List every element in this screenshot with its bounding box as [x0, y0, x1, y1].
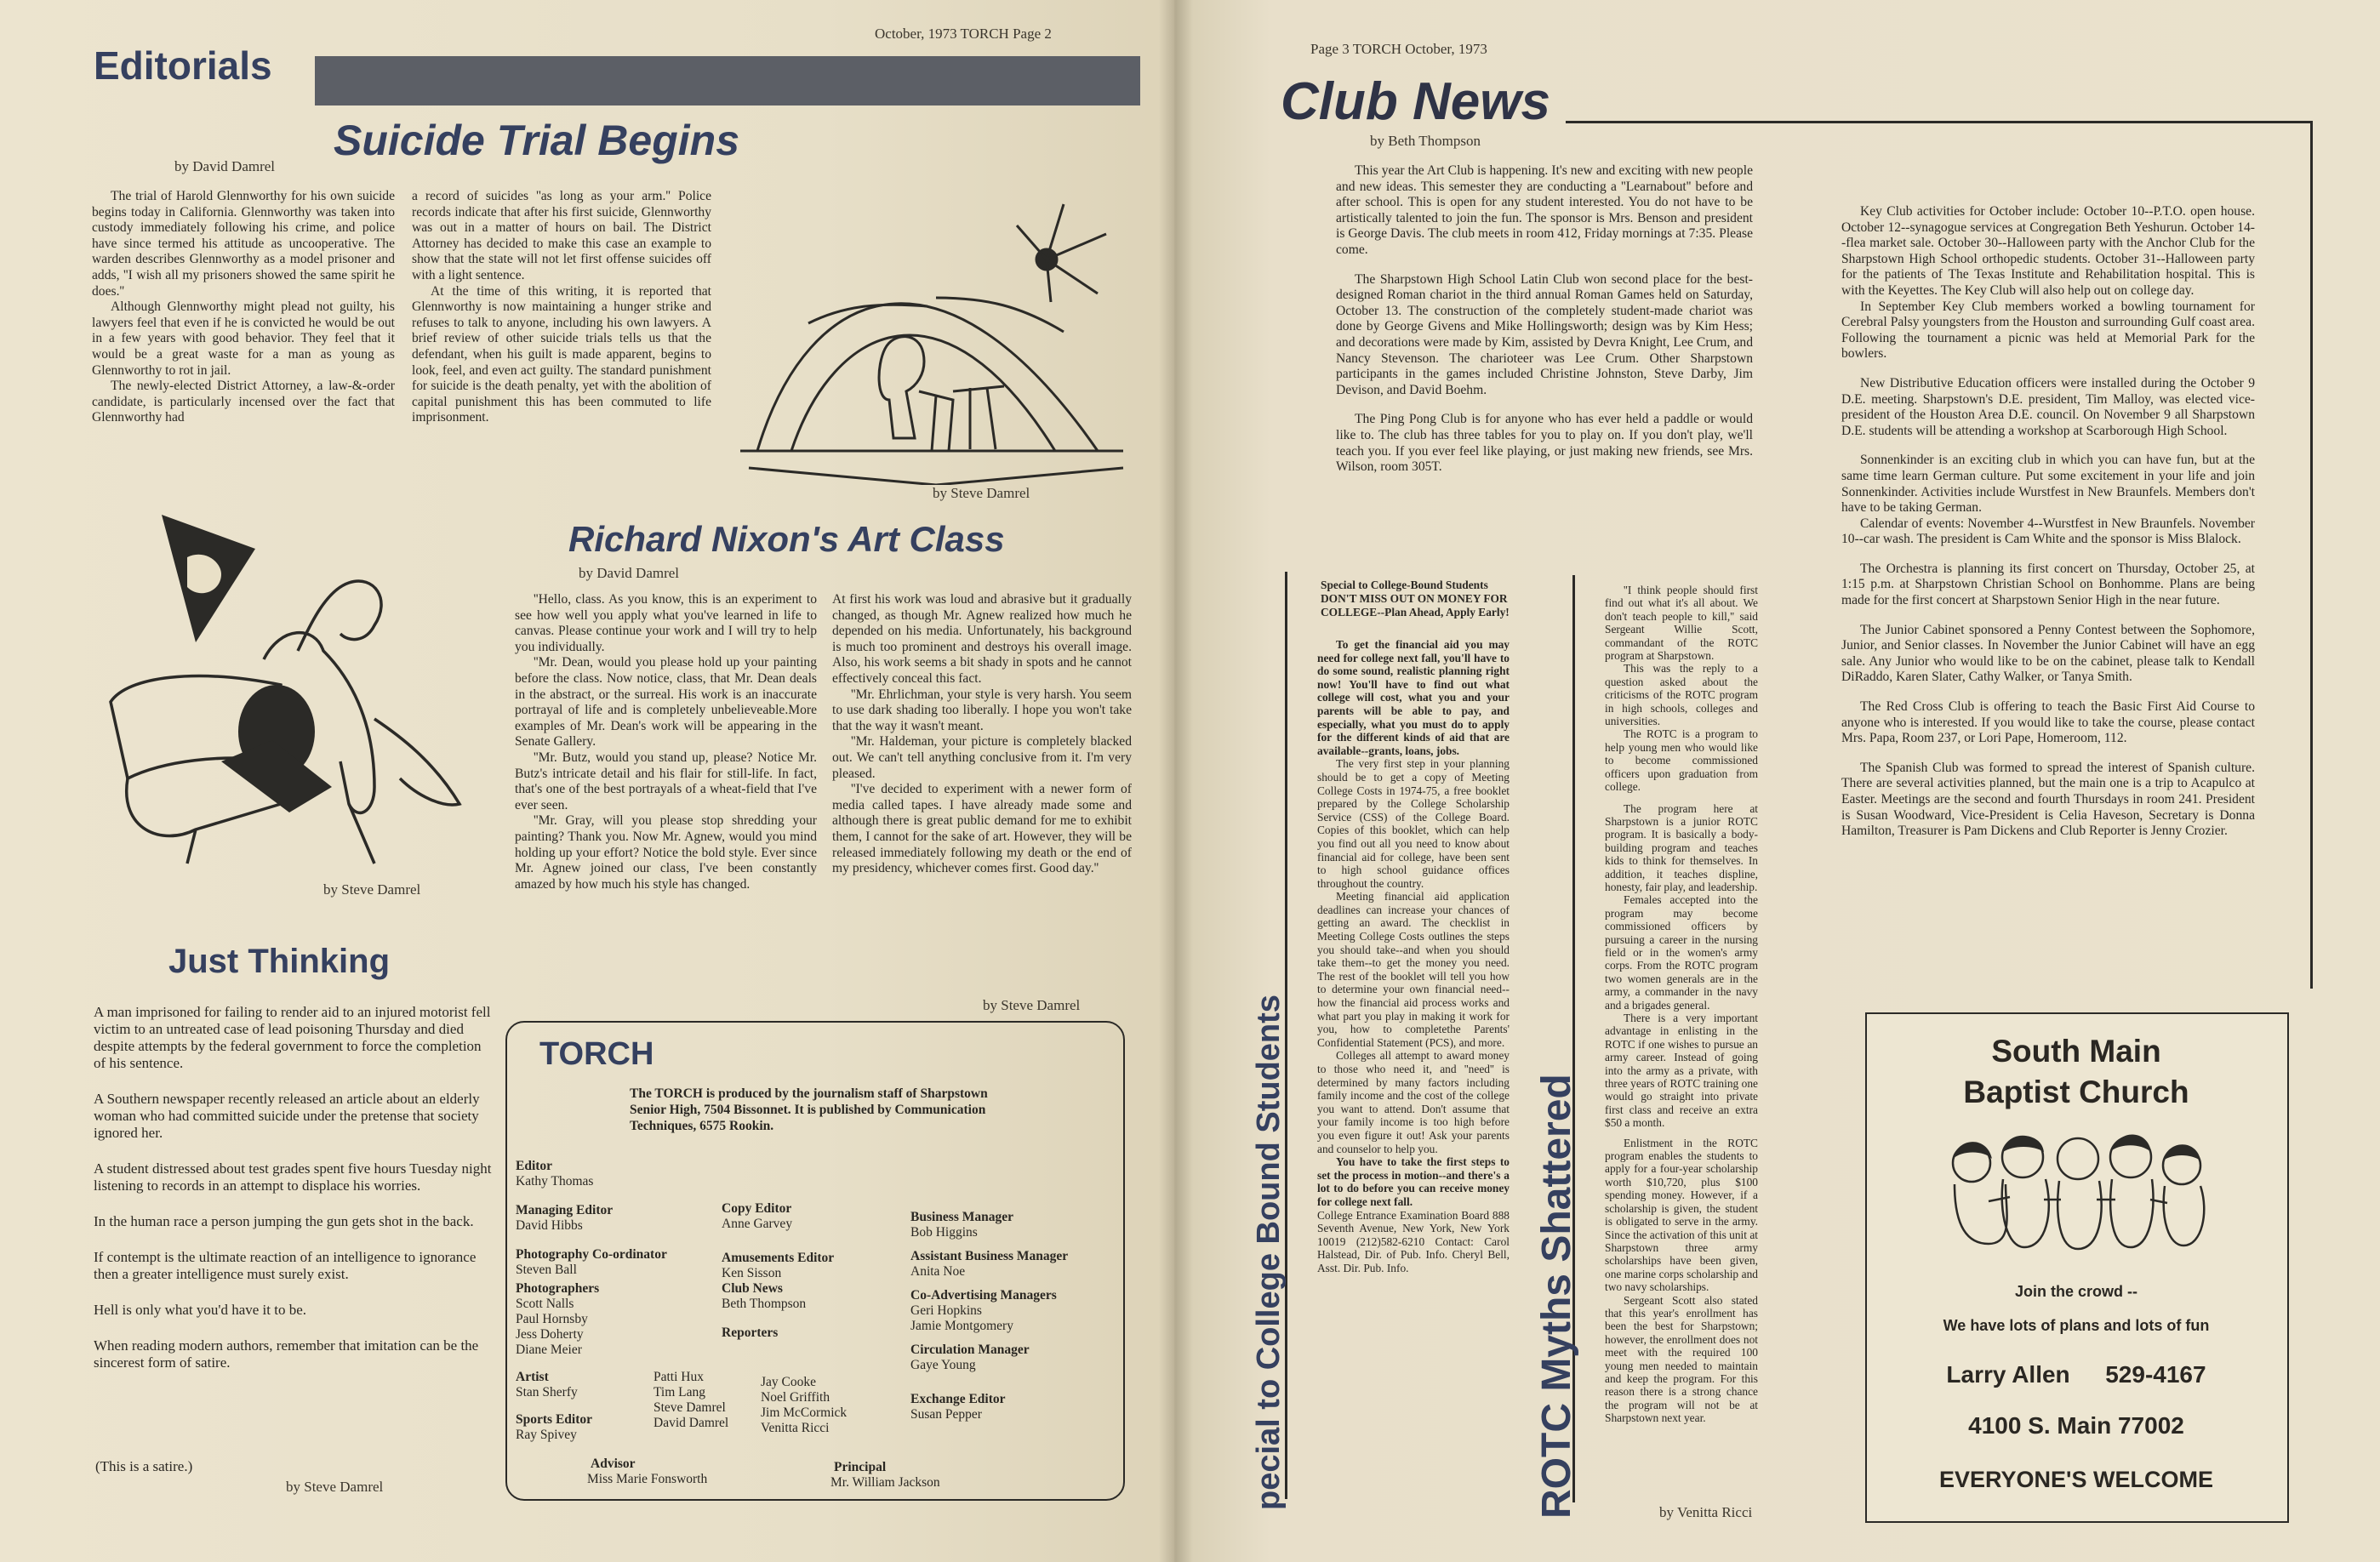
staff-role: Business Manager: [910, 1210, 1013, 1224]
paragraph: Key Club activities for October include: October 10--P.T.O. open house. October 12--synagogue services at Congregation Beth Yeshurun. October 14--flea market sale. October 30--Halloween party with the Anchor Club for the Sharpstown High School orthopedic students. October 31--Halloween party for the patients of The Texas Institute and Rehabilitation hospital. This is with the Keyettes. The Key Club will also help out on college day.: [1841, 204, 2255, 298]
suicide-column-2: [412, 189, 711, 426]
frame-rule-right: [2310, 121, 2313, 989]
staff-column-3: [910, 1210, 1115, 1422]
paragraph: The Red Cross Club is offering to teach the Basic First Aid Course to anyone who is interested. If you would like to take the course, please contact Mrs. Papa, Room 237, or Lori Pape, Homeroom, 112.: [1841, 699, 2255, 746]
paragraph: The trial of Harold Glennworthy for his own suicide begins today in California. Glennworthy was taken into custody immediately following his crime, and police have since termed his attitude as uncooperative. The warden describes Glennworthy as a model prisoner and adds, ''I wish all my prisoners showed the same spirit he does.'': [92, 189, 395, 299]
church-contact: [1865, 1361, 2287, 1388]
staff-role: Principal: [834, 1460, 887, 1474]
staff-role: Exchange Editor: [910, 1392, 1006, 1406]
page-fold: [1159, 0, 1193, 1562]
staff-role: Assistant Business Manager: [910, 1249, 1069, 1263]
paragraph: ''Mr. Ehrlichman, your style is very harsh. You seem to use dark shading too liberally. I hope you won't take that the way it wasn't meant.: [832, 687, 1132, 733]
staff-name: Jamie Montgomery: [910, 1319, 1013, 1333]
church-name-line-2: Baptist Church: [1963, 1075, 2189, 1109]
staff-name: Venitta Ricci: [761, 1421, 830, 1435]
staff-name: Susan Pepper: [910, 1407, 982, 1422]
suicide-column-1: [92, 189, 395, 426]
paragraph: ''Hello, class. As you know, this is an experiment to see how well you apply what you've learned in life to canvas. Please continue your work and I will try to help you individually.: [515, 592, 817, 654]
byline-nixon: by David Damrel: [579, 565, 680, 581]
paragraph: The newly-elected District Attorney, a law-&-order candidate, is particularly incensed over the fact that Glennworthy had: [92, 379, 395, 425]
paragraph: When reading modern authors, remember that imitation can be the sincerest form of satire.: [94, 1337, 479, 1371]
staff-role: Artist: [516, 1370, 549, 1384]
staff-role: Photography Co-ordinator: [516, 1247, 667, 1262]
headline-nixon-art-class: Richard Nixon's Art Class: [568, 519, 1005, 559]
left-folio: October, 1973 TORCH Page 2: [875, 26, 1052, 42]
staff-name: Anne Garvey: [722, 1217, 793, 1231]
staff-role: Sports Editor: [516, 1412, 592, 1427]
byline-rotc: by Venitta Ricci: [1659, 1504, 1753, 1520]
paragraph: Although Glennworthy might plead not guilty, his lawyers feel that even if he is convicted he would be out in a few years with good behavior. They feel that it would be a great waste for a man as young as Glennworthy to rot in jail.: [92, 299, 395, 378]
nixon-column-1: [515, 592, 817, 892]
suicide-illustration: [732, 196, 1132, 485]
staff-name: Kathy Thomas: [516, 1174, 594, 1189]
staff-name: Steve Damrel: [654, 1400, 726, 1415]
paragraph: a record of suicides ''as long as your arm.'' Police records indicate that after his first suicide, Glennworthy was out in a matter of hours on bail. The District Attorney has decided to make this case an example to show that the state will not let first offense suicides off with a light sentence.: [412, 189, 711, 282]
staff-name: Jim McCormick: [761, 1405, 848, 1420]
vertical-title-college: pecial to College Bound Students: [1251, 995, 1287, 1510]
paragraph: Colleges all attempt to award money to those who need it, and ''need'' is determined by many factors including family income and the cost of the college you want to attend. Don't assume that your family income is too high before you even figure it out! Ask your parents and counselor to help you.: [1317, 1049, 1510, 1155]
contact-phone: 529-4167: [2105, 1361, 2206, 1388]
right-folio: Page 3 TORCH October, 1973: [1310, 41, 1487, 57]
paragraph: ''Mr. Butz, would you stand up, please? Notice Mr. Butz's intricate detail and his flair for still-life. In fact, that's one of the best portrayals of a wheat-field that I've ever seen.: [515, 750, 817, 812]
byline-just-thinking: by Steve Damrel: [286, 1479, 384, 1495]
frame-rule-top: [1566, 121, 2313, 123]
staff-name: Diane Meier: [516, 1343, 582, 1357]
staff-name: Jay Cooke: [761, 1375, 817, 1389]
paragraph: A Southern newspaper recently released an article about an elderly woman who had committed suicide under the pretense that society ignored her.: [94, 1091, 480, 1141]
headline-club-news: Club News: [1281, 72, 1550, 131]
paragraph: The Ping Pong Club is for anyone who has ever held a paddle or would like to. The club has three tables for you to play on. If you don't play, we'll teach you. If you ever feel like playing, or just making new friends, see Mrs. Wilson, room 305T.: [1336, 412, 1753, 475]
staff-column-2: [722, 1201, 917, 1341]
staff-name: David Damrel: [654, 1416, 729, 1430]
paragraph: The Orchestra is planning its first concert on Thursday, October 25, at 1:15 p.m. at Sharpstown Christian School on Bonhomme. Plans are being made for the first concert at Sharpstown Senior High in the near future.: [1841, 561, 2255, 608]
staff-name: Beth Thompson: [722, 1297, 807, 1311]
college-head: Special to College-Bound Students DON'T MISS OUT ON MONEY FOR COLLEGE--Plan Ahead, Apply Early!: [1321, 579, 1510, 619]
paragraph: If contempt is the ultimate reaction of an intelligence to ignorance then a greater intelligence must surely exist.: [94, 1249, 477, 1282]
staff-name: Gaye Young: [910, 1358, 976, 1372]
staff-name: Bob Higgins: [910, 1225, 978, 1240]
staff-name: Mr. William Jackson: [830, 1475, 940, 1490]
staff-name: Stan Sherfy: [516, 1385, 578, 1400]
masthead-title: TORCH: [539, 1036, 654, 1072]
crowd-of-kids-illustration: [1942, 1125, 2214, 1252]
paragraph: The Spanish Club was formed to spread the interest of Spanish culture. There are several activities planned, but the main one is a trip to Acapulco at Easter. Meetings are the second and fourth Thursdays in room 241. President is Susan Woodward, Vice-President is Celia Haveson, Secretary is Donna Hamilton, Treasurer is Pam Dickens and Club Reporter is Jenny Crozier.: [1841, 760, 2255, 839]
staff-name: Tim Lang: [654, 1385, 706, 1400]
just-thinking-body: [94, 1004, 494, 1390]
paragraph: ''I think people should first find out what it's all about. We don't teach people to kill,'' said Sergeant Willie Scott, commandant of the ROTC program at Sharpstown.: [1605, 584, 1758, 663]
paragraph: The very first step in your planning should be to get a copy of Meeting College Costs in 1974-75, a free booklet prepared by the College Scholarship Service (CSS) of the College Board. Copies of this booklet, which can help you find out all you need to know about financial aid for college, have been sent to high school guidance offices throughout the country.: [1317, 757, 1510, 890]
paragraph: Females accepted into the program may become commissioned officers by pursuing a career in the nursing field or in the women's army corps. From the ROTC program two women generals are in the army, a commander in the navy and a brigades general.: [1605, 893, 1758, 1012]
staff-name: Patti Hux: [654, 1370, 704, 1384]
nixon-illustration: [94, 506, 519, 872]
staff-role: Amusements Editor: [722, 1251, 835, 1265]
section-title-bar: [315, 56, 1140, 105]
staff-role: Managing Editor: [516, 1203, 614, 1217]
paragraph: At first his work was loud and abrasive but it gradually changed, as though Mr. Agnew realized how much he depended on his media. Unfortunately, his background is much too prominent and destroys his overall image. Also, his work seems a bit shady in spots and he cannot effectively conceal this fact.: [832, 592, 1132, 686]
nixon-column-2: [832, 592, 1132, 877]
reporters-list-a: [654, 1370, 756, 1431]
staff-role: Co-Advertising Managers: [910, 1288, 1057, 1303]
staff-name: Ray Spivey: [516, 1428, 577, 1442]
paragraph: ''Mr. Dean, would you please hold up your painting before the class. Now notice, class, that Mr. Dean deals in the abstract, or the surreal. His work is an inaccurate portrayal of life and is completely unbelieveable.More examples of Mr. Dean's work will be appearing in the Senate Gallery.: [515, 655, 817, 750]
paragraph: At the time of this writing, it is reported that Glennworthy is now maintaining a hunger strike and refuses to talk to anyone, including his own lawyers. A brief review of other suicide trials tells us that the defendant, when his guilt is made apparent, begins to look, feel, and even act guilty. The standard punishment for suicide is the death penalty, yet with the abolition of capital punishment this has been commuted to life imprisonment.: [412, 283, 711, 425]
vertical-title-rotc: ROTC Myths Shattered: [1534, 1074, 1579, 1519]
staff-role: Copy Editor: [722, 1201, 792, 1216]
staff-name: Scott Nalls: [516, 1297, 574, 1311]
staff-name: Geri Hopkins: [910, 1303, 982, 1318]
paragraph: This year the Art Club is happening. It's new and exciting with new people and new ideas. This semester they are conducting a ''Learnabout'' before and after school. This is open for any student interested. You do not have to be artistically talented to join the fun. The sponsor is Mrs. Benson and president is George Davis. The club meets in room 412, Friday mornings at 7:35. Please come.: [1336, 163, 1753, 257]
clubs-column-2: [1841, 204, 2255, 840]
paragraph: You have to take the first steps to set the process in motion--and there's a lot to do before you can receive money for college next fall.: [1317, 1155, 1510, 1208]
headline-suicide-trial: Suicide Trial Begins: [334, 117, 740, 164]
staff-role: Photographers: [516, 1281, 600, 1296]
paragraph: Meeting financial aid application deadlines can increase your chances of getting an award. The checklist in Meeting College Costs outlines the steps you should take--and when you should take them--to get the money you need. The rest of the booklet will tell you how to determine your own financial need--how the financial aid process works and what part you play in making it work for you, how to completethe Parents' Confidential Statement (PCS), and more.: [1317, 890, 1510, 1049]
rotc-body: [1605, 584, 1758, 1425]
staff-name: David Hibbs: [516, 1218, 583, 1233]
staff-name: Noel Griffith: [761, 1390, 830, 1405]
satire-note: (This is a satire.): [95, 1458, 193, 1474]
headline-just-thinking: Just Thinking: [168, 943, 390, 980]
paragraph: Sonnenkinder is an exciting club in which you can have fun, but at the same time learn German culture. Put some excitement in your life and join Sonnenkinder. Activities include Wurstfest in New Braunfels. Members don't have to be taking German.: [1841, 453, 2255, 516]
paragraph: In September Key Club members worked a bowling tournament for Cerebral Palsy youngsters from the Houston and surrounding Gulf coast area. Following the tournament a picnic was held at Memorial Park for the bowlers.: [1841, 299, 2255, 362]
paragraph: In the human race a person jumping the gun gets shot in the back.: [94, 1213, 474, 1229]
paragraph: Enlistment in the ROTC program enables the students to apply for a four-year scholarship worth $10,720, plus $100 spending money. However, if a scholarship is given, the student is obligated to serve in the army. Since the activation of this unit at Sharpstown three army scholarships have been given, one marine corps scholarship and two navy scholarships.: [1605, 1136, 1758, 1294]
paragraph: ''Mr. Gray, will you please stop shredding your painting? Thank you. Now Mr. Agnew, would you mind holding up your effort? Notice the bold style. Ever since Mr. Agnew joined our class, I've been constantly amazed by how much his style has changed.: [515, 813, 817, 892]
paragraph: ''Mr. Haldeman, your picture is completely blacked out. We can't tell anything conclusive from it. I'm very pleased.: [832, 734, 1132, 781]
section-title-editorials: Editorials: [94, 43, 272, 88]
staff-name: Steven Ball: [516, 1263, 577, 1277]
staff-name: Anita Noe: [910, 1264, 966, 1279]
staff-role: Club News: [722, 1281, 783, 1296]
paragraph: A man imprisoned for failing to render aid to an injured motorist fell victim to an untreated case of lead poisoning Thursday and died despite attempts by the federal government to force the completion of his sentence.: [94, 1004, 491, 1071]
church-name-line-1: South Main: [1991, 1034, 2161, 1069]
masthead-blurb: The TORCH is produced by the journalism staff of Sharpstown Senior High, 7504 Bissonnet. It is published by Communication Techniques, 6575 Rookin.: [630, 1086, 988, 1133]
byline-club-news: by Beth Thompson: [1370, 133, 1481, 149]
advisor-credit: [587, 1457, 707, 1487]
church-welcome: EVERYONE'S WELCOME: [1939, 1467, 2213, 1492]
staff-role: Circulation Manager: [910, 1343, 1030, 1357]
paragraph: The Junior Cabinet sponsored a Penny Contest between the Sophomore, Junior, and Senior classes. In November the Junior Cabinet will have an egg sale. Any Junior who would like to be on the cabinet, please talk to Kendall DiRaddo, Karen Slater, Cathy Walker, or Tanya Smith.: [1841, 622, 2255, 685]
reporters-list-b: [761, 1375, 871, 1436]
paragraph: The Sharpstown High School Latin Club won second place for the best-designed Roman chariot in the third annual Roman Games held on Saturday, October 13. The construction of the completely student-made chariot was done by George Givens and Mike Hollingsworth; design was by Kim Hess; and decorations were made by Kim, assisted by Devra Knight, Lee Crum, and Nancy Stevenson. The charioteer was Lee Crum. Other Sharpstown participants in the games included Christine Johnston, Steve Darby, Jim Devison, and David Boehm.: [1336, 271, 1753, 397]
church-address: 4100 S. Main 77002: [1968, 1412, 2184, 1439]
paragraph: The program here at Sharpstown is a junior ROTC program. It is basically a body-building program and teaches kids to think for themselves. In addition, it teaches displine, honesty, fair play, and leadership.: [1605, 801, 1758, 893]
end-credit-nixon: by Steve Damrel: [983, 997, 1081, 1013]
church-tagline-1: Join the crowd --: [2015, 1283, 2137, 1300]
church-name: [1865, 1031, 2287, 1113]
staff-role: Editor: [516, 1159, 553, 1173]
staff-name: Miss Marie Fonsworth: [587, 1472, 708, 1486]
paragraph: The ROTC is a program to help young men who would like to become commissioned officers upon graduation from college.: [1605, 727, 1758, 794]
staff-name: Ken Sisson: [722, 1266, 782, 1280]
byline-suicide: by David Damrel: [174, 158, 276, 174]
paragraph: There is a very important advantage in enlisting in the ROTC if one wishes to pursue an army career. Instead of going into the army as a private, with three years of ROTC training one would go straight into private first class and receive an extra $50 a month.: [1605, 1012, 1758, 1130]
church-tagline-2: We have lots of plans and lots of fun: [1943, 1317, 2210, 1334]
art-credit-nixon: by Steve Damrel: [323, 881, 421, 898]
staff-role: Reporters: [722, 1325, 779, 1340]
paragraph: New Distributive Education officers were installed during the October 9 D.E. meeting. Sharpstown's D.E. president, Tim Malloy, was elected vice-president of the Houston Area D.E. council. On November 9 all Sharpstown D.E. students will be attending a workshop at Scarborough High School.: [1841, 375, 2255, 438]
paragraph: To get the financial aid you may need for college next fall, you'll have to do some sound, realistic planning right now! You'll have to find out what college will cost, what you and your parents will be able to pay, and especially, what you must do to apply for the different kinds of aid that are available--grants, loans, jobs.: [1317, 638, 1510, 757]
paragraph: A student distressed about test grades spent five hours Tuesday night listening to records in an attempt to displace his worries.: [94, 1160, 492, 1194]
contact-name: Larry Allen: [1946, 1361, 2070, 1388]
clubs-column-1: [1336, 163, 1753, 476]
staff-role: Advisor: [591, 1457, 636, 1471]
paragraph: ''I've decided to experiment with a newer form of media called tapes. I have already made some and although there is great public demand for me to exhibit them, I cannot for the sake of art. However, they will be released immediately following my death or the end of my presidency, whichever comes first. Good day.'': [832, 782, 1132, 876]
paragraph: Hell is only what you'd have it to be.: [94, 1302, 306, 1318]
paragraph: Calendar of events: November 4--Wurstfest in New Braunfels. November 10--car wash. The president is Cam White and the sponsor is Miss Blalock.: [1841, 516, 2255, 547]
staff-name: Jess Doherty: [516, 1327, 584, 1342]
staff-name: Paul Hornsby: [516, 1312, 588, 1326]
college-body: [1317, 638, 1510, 1275]
paragraph: This was the reply to a question asked about the criticisms of the ROTC program in high schools, colleges and universities.: [1605, 662, 1758, 728]
art-credit-suicide: by Steve Damrel: [933, 485, 1030, 501]
paragraph: Sergeant Scott also stated that this year's enrollment has been the best for Sharpstown; however, the enrollment does not meet with the required 100 young men needed to maintain and keep the program. For this reason there is a strong chance the program will not be at Sharpstown next year.: [1605, 1293, 1758, 1425]
principal-credit: [830, 1460, 940, 1491]
paragraph: College Entrance Examination Board 888 Seventh Avenue, New York, New York 10019 (212)582-6210 Contact: Carol Halstead, Dir. of Pub. Info. Cheryl Bell, Asst. Dir. Pub. Info.: [1317, 1208, 1510, 1274]
